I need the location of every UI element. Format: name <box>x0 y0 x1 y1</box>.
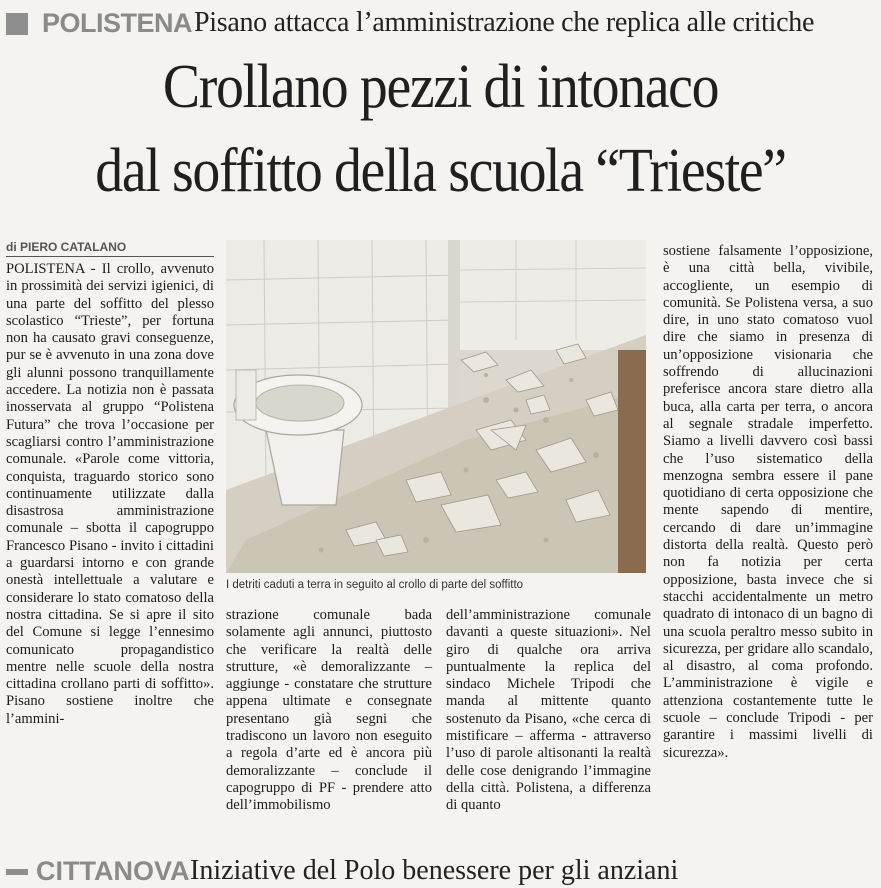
article-text: sostiene falsamente l’opposizione, è una città bella, vivibile, accogliente, un esempio di comunità. Se Polistena versa, a suo dire, in uno stato comatoso vuol dire che siamo in presenza di un’opposizione visionaria che soffrendo di allucinazioni preferisce ancora stare dietro alla buca, alla carta per terra, o ancora al segnale stradale imperfetto. Siamo a livelli davvero così bassi che l’uso sistematico della menzogna sembra essere il pane quotidiano di certa opposizione che mente sapendo di mentire, cercando di dare un’immagine distorta della realtà. Questo però non fa notizia per certa opposizione, basta invece che si stacchi accidentalmente un metro quadrato di intonaco di un bagno di una scuola peraltro messo subito in sicurezza, per gridare allo scandalo, al disastro, al coma profondo. L’amministrazione è vigile e attenziona costantemente tutte le scuole – conclude Tripodi - per garantire i massimi livelli di sicurezza». <box>663 243 873 761</box>
next-section-name: CITTANOVA <box>36 856 190 886</box>
headline-line-1: Crollano pezzi di intonaco <box>162 53 719 121</box>
article-column-3 <box>446 607 651 815</box>
article-column-1 <box>6 261 214 728</box>
article-column-2 <box>226 607 432 815</box>
article-column-4 <box>663 243 873 762</box>
section-name: POLISTENA <box>42 8 193 38</box>
kicker-text: Pisano attacca l’amministrazione che replica alle critiche <box>194 7 815 38</box>
next-article-header <box>0 855 881 886</box>
photo-caption: I detriti caduti a terra in seguito al crollo di parte del soffitto <box>226 579 524 591</box>
headline-line-2: dal soffitto della scuola “Trieste” <box>95 137 786 205</box>
article-text: strazione comunale bada solamente agli annunci, piuttosto che verificare la realtà delle strutture, «è demoralizzante – aggiunge - constatare che strutture appena ultimate e consegnate presentano già segni che tradiscono un lavoro non eseguito a regola d’arte ed è ancora più demoralizzante – conclude il capogruppo di PF - prendere atto dell’immobilismo <box>226 607 432 814</box>
photo-illustration <box>226 240 646 573</box>
article-text: dell’amministrazione comunale davanti a queste situazioni». Nel giro di qualche ora arriva puntualmente la replica del sindaco Michele Tripodi che manda al mittente quanto sostenuto da Pisano, «che cerca di mistificare – afferma - attraverso l’uso di parole altisonanti la realtà delle cose denigrando l’immagine della città. Polistena, a differenza di quanto <box>446 607 651 814</box>
next-article-title: Iniziative del Polo benessere per gli anziani <box>190 855 679 886</box>
article-photo <box>226 240 646 573</box>
article-text: POLISTENA - Il crollo, avvenuto in prossimità dei servizi igienici, di una parte del soffitto del plesso scolastico “Trieste”, per fortuna non ha causato gravi conseguenze, pur se è avvenuto in una zona dove gli alunni possono tranquillamente accedere. La notizia non è passata inosservata al gruppo “Polistena Futura” che trova l’occasione per scagliarsi contro l’amministrazione comunale. «Parole come vittoria, conquista, traguardo storico sono continuamente utilizzate dalla disastrosa amministrazione comunale – sbotta il capogruppo Francesco Pisano - invito i cittadini a guardarsi intorno e con grande onestà intellettuale a valutare e considerare lo stato comatoso della nostra cittadina. Se si apre il sito del Comune si legge l’ennesimo comunicato propagandistico mentre nelle scuole della nostra cittadina crollano parti di soffitto». Pisano sostiene inoltre che l’ammini- <box>6 261 214 727</box>
section-marker-icon <box>6 13 28 35</box>
byline: di PIERO CATALANO <box>6 238 214 257</box>
section-marker-icon <box>6 869 28 875</box>
